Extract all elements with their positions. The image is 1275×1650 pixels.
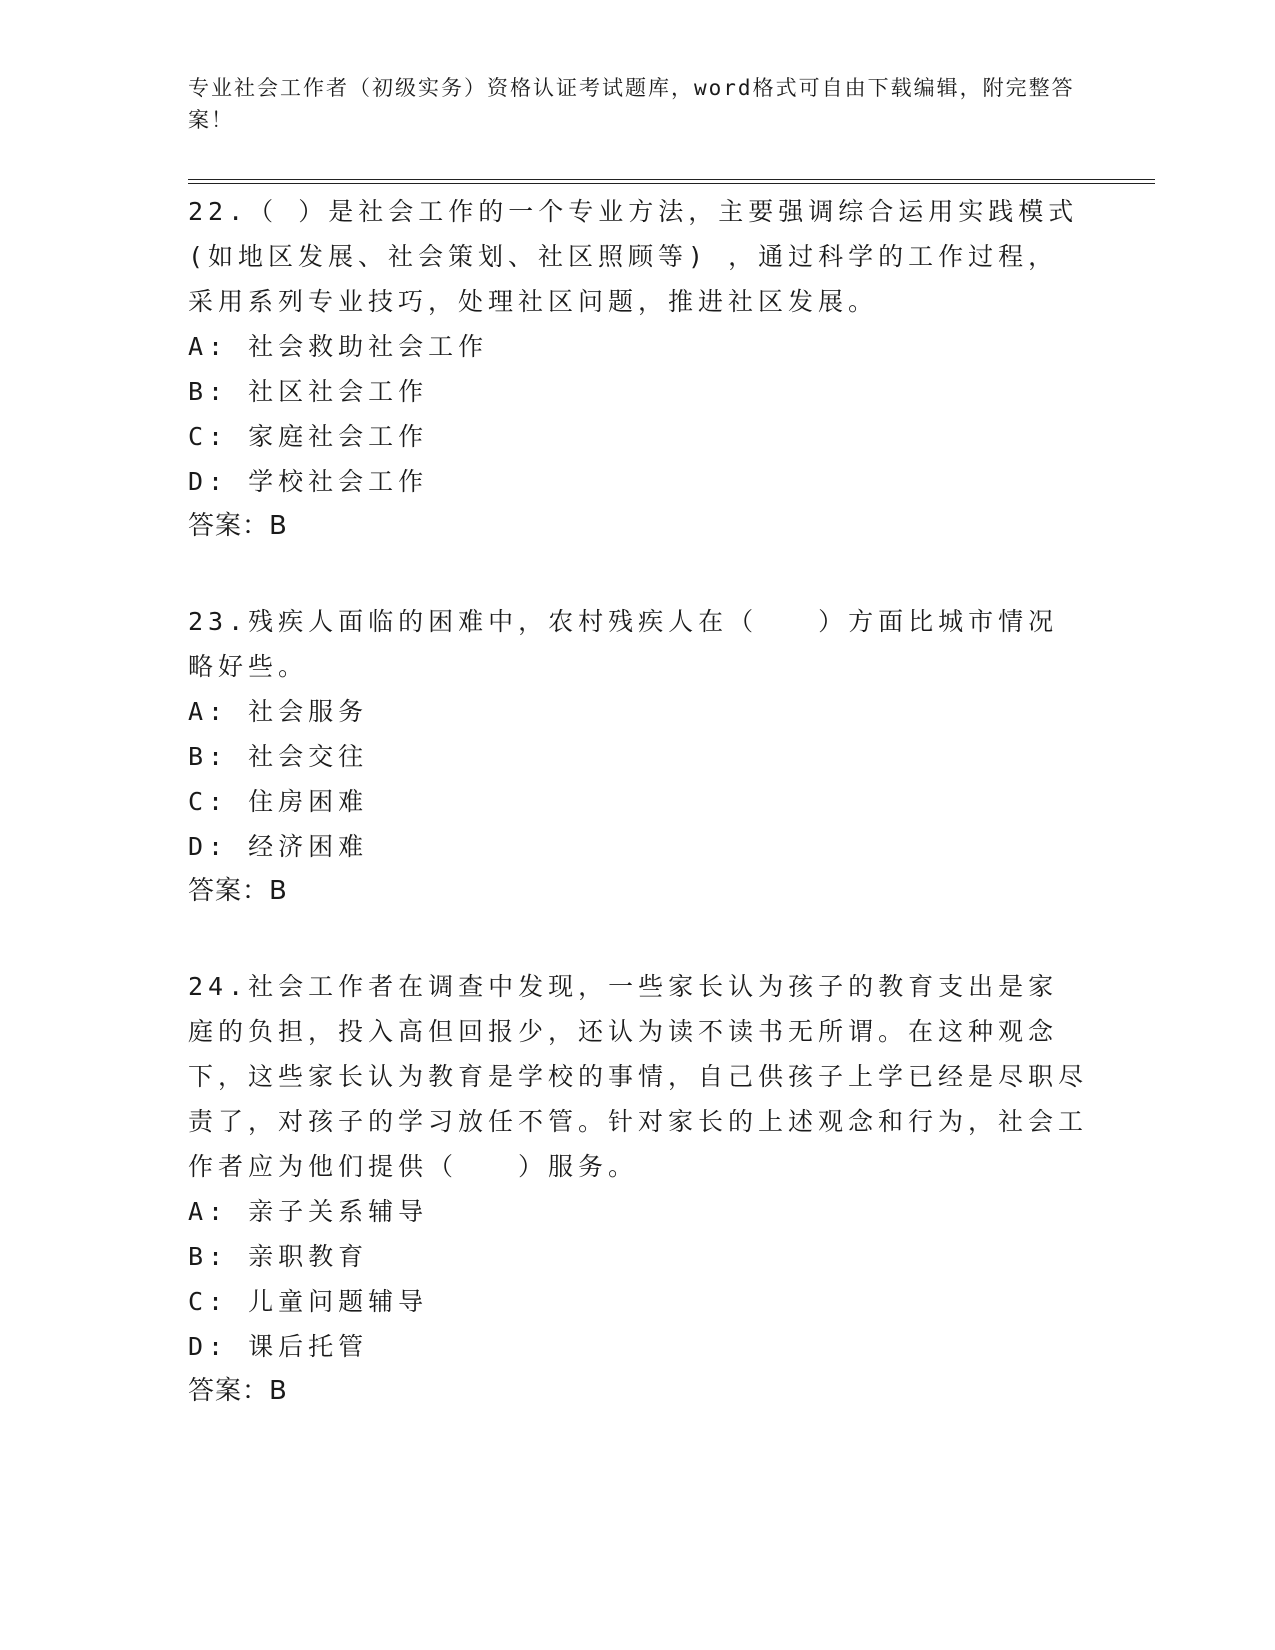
answer: 答案：B [188,876,288,906]
answer: 答案：B [188,1376,288,1406]
option-c: C: 家庭社会工作 [188,422,429,451]
question-24 [188,964,1088,1414]
option-a: A: 社会救助社会工作 [188,332,489,361]
option-a: A: 社会服务 [188,697,369,726]
option-a: A: 亲子关系辅导 [188,1197,429,1226]
option-d: D: 经济困难 [188,832,369,861]
answer: 答案：B [188,511,288,541]
document-header: 专业社会工作者（初级实务）资格认证考试题库，word格式可自由下载编辑，附完整答案！ [188,76,1075,132]
question-23 [188,599,1088,914]
header-divider-bottom [188,183,1155,184]
option-d: D: 课后托管 [188,1332,369,1361]
header-divider-top [188,179,1155,180]
question-stem: 24.社会工作者在调查中发现，一些家长认为孩子的教育支出是家庭的负担，投入高但回报少，还认为读不读书无所谓。在这种观念下，这些家长认为教育是学校的事情，自己供孩子上学已经是尽职尽责了，对孩子的学习放任不管。针对家长的上述观念和行为，社会工作者应为他们提供（ ）服务。 [188,972,1089,1181]
option-b: B: 亲职教育 [188,1242,369,1271]
option-b: B: 社区社会工作 [188,377,429,406]
option-d: D: 学校社会工作 [188,467,429,496]
question-22 [188,189,1088,549]
question-stem: 23.残疾人面临的困难中，农村残疾人在（ ）方面比城市情况略好些。 [188,607,1059,681]
option-c: C: 住房困难 [188,787,369,816]
question-stem: 22.（ ）是社会工作的一个专业方法，主要强调综合运用实践模式(如地区发展、社会策划、社区照顾等) ，通过科学的工作过程，采用系列专业技巧，处理社区问题，推进社区发展。 [188,197,1079,316]
option-c: C: 儿童问题辅导 [188,1287,429,1316]
option-b: B: 社会交往 [188,742,369,771]
